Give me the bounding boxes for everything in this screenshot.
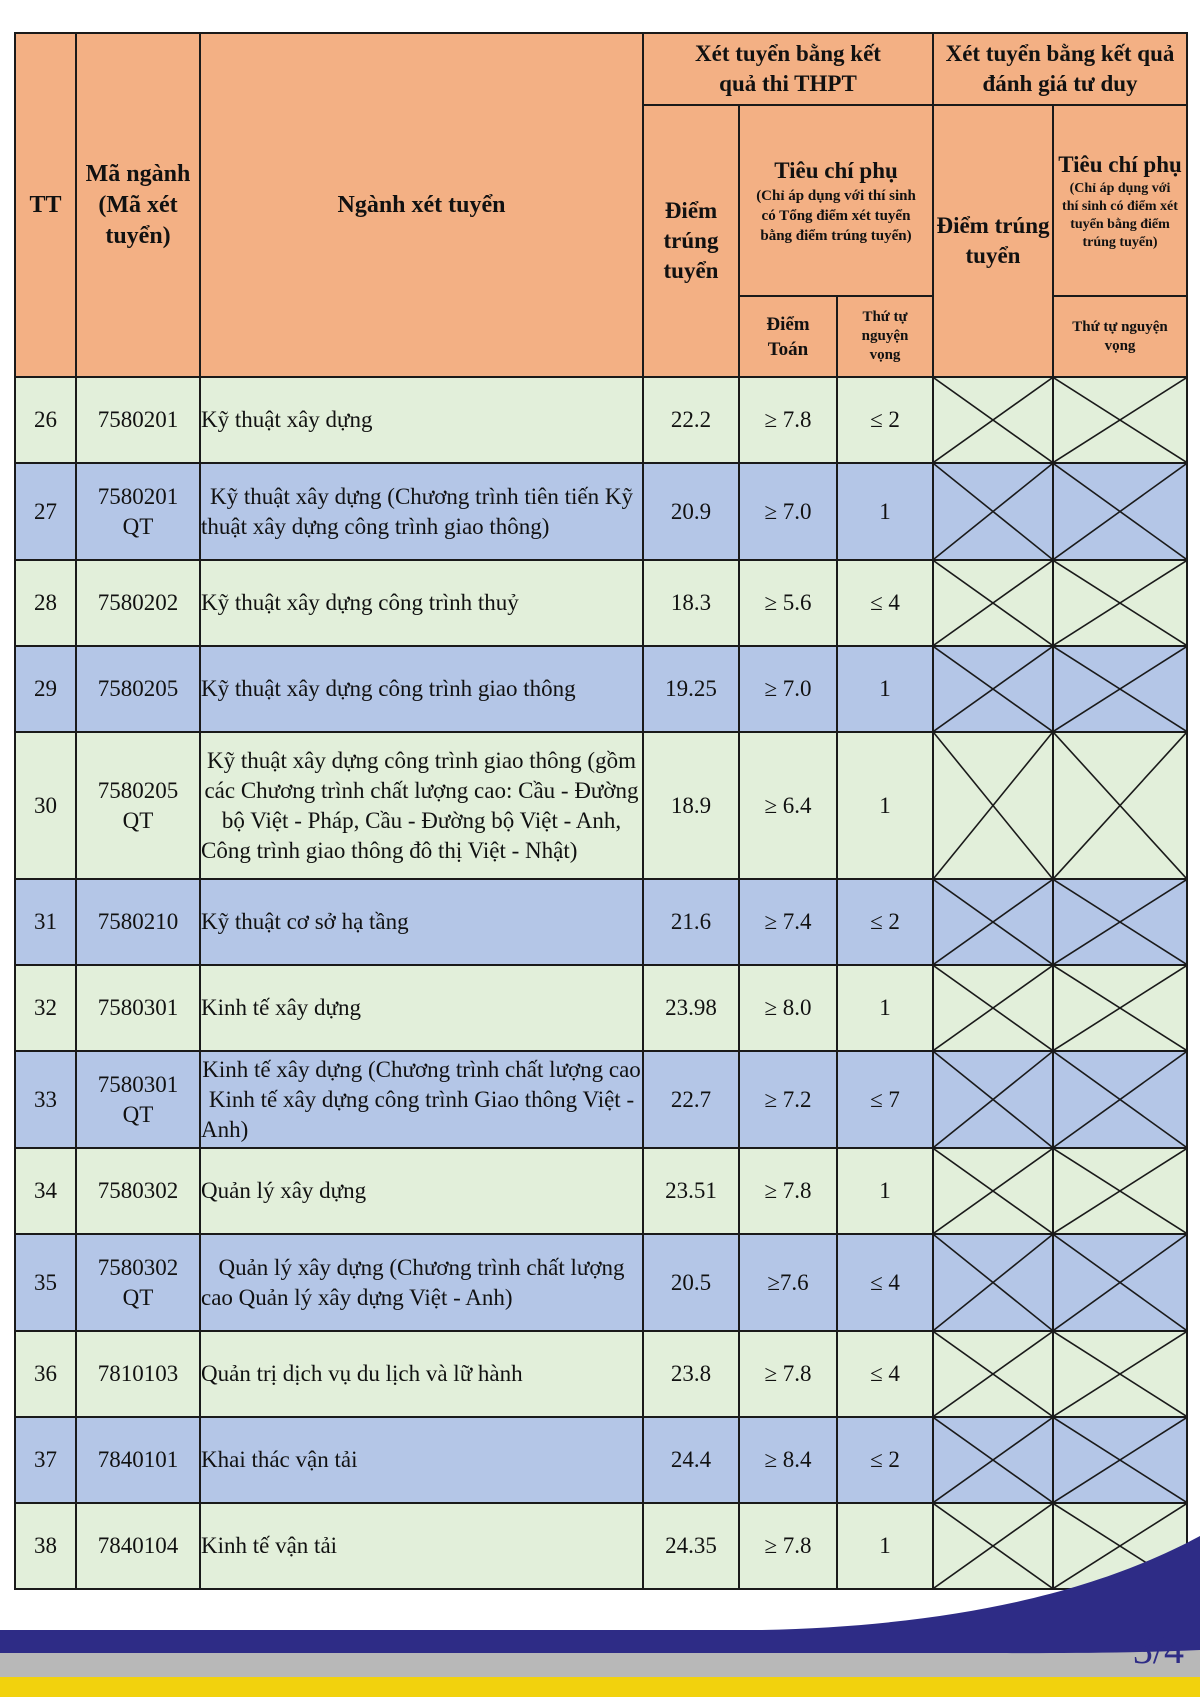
row-score-cell: 22.2 [643, 377, 739, 463]
row-math-cell: ≥ 7.8 [739, 1148, 837, 1234]
row-code-cell: 7580301 QT [76, 1051, 200, 1148]
row-tt-cell: 31 [15, 879, 76, 965]
cross-out-icon [1054, 378, 1186, 462]
row-score-cell: 23.98 [643, 965, 739, 1051]
row-thinking-score-empty-cell [933, 879, 1053, 965]
cross-out-icon [1054, 1418, 1186, 1502]
row-thinking-priority-empty-cell [1053, 646, 1187, 732]
table-row [15, 1148, 1187, 1234]
cross-out-icon [934, 880, 1052, 964]
row-major-cell: Kỹ thuật xây dựng công trình thuỷ [200, 560, 643, 646]
row-thinking-score-empty-cell [933, 560, 1053, 646]
cross-out-icon [934, 1235, 1052, 1330]
row-score-cell: 22.7 [643, 1051, 739, 1148]
row-thinking-score-empty-cell [933, 1148, 1053, 1234]
table-row [15, 965, 1187, 1051]
row-math-cell: ≥ 7.8 [739, 1331, 837, 1417]
row-thinking-priority-empty-cell [1053, 1051, 1187, 1148]
row-priority-cell: ≤ 2 [837, 879, 933, 965]
row-thinking-score-empty-cell [933, 1051, 1053, 1148]
cross-out-icon [934, 966, 1052, 1050]
criteria-note-2: (Chỉ áp dụng với thí sinh có điểm xét tuyển bằng điểm trúng tuyển) [1062, 180, 1178, 250]
row-code-cell: 7580301 [76, 965, 200, 1051]
header-thinking-group: Xét tuyển bằng kết quả đánh giá tư duy [933, 33, 1187, 105]
table-row [15, 646, 1187, 732]
row-priority-cell: 1 [837, 1503, 933, 1589]
criteria-note: (Chỉ áp dụng với thí sinh có Tổng điểm xét tuyển bằng điểm trúng tuyển) [756, 187, 916, 244]
criteria-title: Tiêu chí phụ [774, 157, 898, 183]
row-code-cell: 7810103 [76, 1331, 200, 1417]
row-math-cell: ≥ 7.8 [739, 377, 837, 463]
row-tt-cell: 35 [15, 1234, 76, 1331]
cross-out-icon [934, 1418, 1052, 1502]
table-row [15, 463, 1187, 560]
row-major-cell: Quản lý xây dựng [200, 1148, 643, 1234]
row-code-cell: 7580202 [76, 560, 200, 646]
row-thinking-score-empty-cell [933, 1234, 1053, 1331]
row-major-cell: Kỹ thuật xây dựng công trình giao thông (gồm các Chương trình chất lượng cao: Cầu - Đường bộ Việt - Pháp, Cầu - Đường bộ Việt - Anh, Công trình giao thông đô thị Việt - Nhật) [200, 732, 643, 879]
row-major-cell: Khai thác vận tải [200, 1417, 643, 1503]
row-priority-cell: ≤ 2 [837, 377, 933, 463]
footer-yellow-band [0, 1677, 1200, 1697]
row-score-cell: 24.4 [643, 1417, 739, 1503]
cross-out-icon [1054, 1149, 1186, 1233]
row-priority-cell: 1 [837, 965, 933, 1051]
criteria-title-2: Tiêu chí phụ [1058, 151, 1182, 177]
row-priority-cell: ≤ 7 [837, 1051, 933, 1148]
cross-out-icon [1054, 1235, 1186, 1330]
row-major-cell: Kinh tế vận tải [200, 1503, 643, 1589]
header-major-code: Mã ngành (Mã xét tuyển) [76, 33, 200, 377]
footer-navy-band [0, 1536, 1200, 1653]
row-score-cell: 23.8 [643, 1331, 739, 1417]
row-priority-cell: 1 [837, 732, 933, 879]
header-priority-2: Thứ tự nguyện vọng [1053, 296, 1187, 377]
row-tt-cell: 30 [15, 732, 76, 879]
header-tt: TT [15, 33, 76, 377]
cross-out-icon [934, 1332, 1052, 1416]
row-score-cell: 21.6 [643, 879, 739, 965]
row-math-cell: ≥ 8.0 [739, 965, 837, 1051]
row-score-cell: 23.51 [643, 1148, 739, 1234]
header-priority: Thứ tự nguyện vọng [837, 296, 933, 377]
row-thinking-priority-empty-cell [1053, 463, 1187, 560]
header-thinking-criteria [1053, 105, 1187, 296]
row-math-cell: ≥ 7.0 [739, 463, 837, 560]
header-thpt-score: Điểm trúng tuyển [643, 105, 739, 377]
row-tt-cell: 38 [15, 1503, 76, 1589]
row-score-cell: 18.3 [643, 560, 739, 646]
header-major-name: Ngành xét tuyển [200, 33, 643, 377]
cross-out-icon [1054, 733, 1186, 878]
row-code-cell: 7580201 [76, 377, 200, 463]
footer-wave-decoration [0, 1530, 1200, 1697]
row-score-cell: 24.35 [643, 1503, 739, 1589]
header-math-score: Điểm Toán [739, 296, 837, 377]
row-thinking-score-empty-cell [933, 1417, 1053, 1503]
row-math-cell: ≥ 6.4 [739, 732, 837, 879]
table-row [15, 879, 1187, 965]
table-row [15, 377, 1187, 463]
header-thinking-score: Điểm trúng tuyển [933, 105, 1053, 377]
row-major-cell: Kỹ thuật xây dựng [200, 377, 643, 463]
row-code-cell: 7840104 [76, 1503, 200, 1589]
cross-out-icon [934, 647, 1052, 731]
row-thinking-score-empty-cell [933, 377, 1053, 463]
row-priority-cell: ≤ 4 [837, 1234, 933, 1331]
row-thinking-score-empty-cell [933, 732, 1053, 879]
row-tt-cell: 34 [15, 1148, 76, 1234]
row-math-cell: ≥ 5.6 [739, 560, 837, 646]
row-math-cell: ≥ 7.0 [739, 646, 837, 732]
header-thpt-criteria [739, 105, 933, 296]
row-priority-cell: ≤ 2 [837, 1417, 933, 1503]
cross-out-icon [934, 561, 1052, 645]
cross-out-icon [1054, 647, 1186, 731]
row-code-cell: 7580302 QT [76, 1234, 200, 1331]
cross-out-icon [1054, 561, 1186, 645]
cross-out-icon [934, 378, 1052, 462]
row-major-cell: Kỹ thuật xây dựng công trình giao thông [200, 646, 643, 732]
header-thpt-group: Xét tuyển bằng kết quả thi THPT [643, 33, 933, 105]
row-tt-cell: 27 [15, 463, 76, 560]
row-tt-cell: 26 [15, 377, 76, 463]
row-tt-cell: 28 [15, 560, 76, 646]
row-tt-cell: 29 [15, 646, 76, 732]
row-thinking-priority-empty-cell [1053, 377, 1187, 463]
row-priority-cell: ≤ 4 [837, 560, 933, 646]
row-thinking-priority-empty-cell [1053, 965, 1187, 1051]
row-math-cell: ≥ 7.2 [739, 1051, 837, 1148]
cross-out-icon [934, 733, 1052, 878]
row-thinking-priority-empty-cell [1053, 1234, 1187, 1331]
page-number: 3/4 [1132, 1627, 1184, 1672]
row-math-cell: ≥ 8.4 [739, 1417, 837, 1503]
row-tt-cell: 37 [15, 1417, 76, 1503]
cross-out-icon [934, 1052, 1052, 1147]
row-thinking-priority-empty-cell [1053, 732, 1187, 879]
row-priority-cell: ≤ 4 [837, 1331, 933, 1417]
row-major-cell: Kinh tế xây dựng (Chương trình chất lượng cao Kinh tế xây dựng công trình Giao thông Việt - Anh) [200, 1051, 643, 1148]
row-major-cell: Quản lý xây dựng (Chương trình chất lượng cao Quản lý xây dựng Việt - Anh) [200, 1234, 643, 1331]
cross-out-icon [1054, 1052, 1186, 1147]
row-score-cell: 19.25 [643, 646, 739, 732]
cross-out-icon [934, 1149, 1052, 1233]
row-major-cell: Kinh tế xây dựng [200, 965, 643, 1051]
cross-out-icon [934, 464, 1052, 559]
row-math-cell: ≥7.6 [739, 1234, 837, 1331]
row-thinking-priority-empty-cell [1053, 1148, 1187, 1234]
row-major-cell: Quản trị dịch vụ du lịch và lữ hành [200, 1331, 643, 1417]
row-thinking-score-empty-cell [933, 965, 1053, 1051]
row-code-cell: 7580205 [76, 646, 200, 732]
table-row [15, 1051, 1187, 1148]
table-row [15, 560, 1187, 646]
table-row [15, 1417, 1187, 1503]
row-math-cell: ≥ 7.4 [739, 879, 837, 965]
row-thinking-priority-empty-cell [1053, 879, 1187, 965]
row-code-cell: 7840101 [76, 1417, 200, 1503]
row-tt-cell: 36 [15, 1331, 76, 1417]
table-header [15, 33, 1187, 377]
row-math-cell: ≥ 7.8 [739, 1503, 837, 1589]
cross-out-icon [1054, 966, 1186, 1050]
row-code-cell: 7580201 QT [76, 463, 200, 560]
row-priority-cell: 1 [837, 463, 933, 560]
cross-out-icon [1054, 464, 1186, 559]
row-major-cell: Kỹ thuật cơ sở hạ tầng [200, 879, 643, 965]
row-thinking-score-empty-cell [933, 646, 1053, 732]
row-thinking-priority-empty-cell [1053, 560, 1187, 646]
row-tt-cell: 33 [15, 1051, 76, 1148]
row-major-cell: Kỹ thuật xây dựng (Chương trình tiên tiến Kỹ thuật xây dựng công trình giao thông) [200, 463, 643, 560]
row-thinking-score-empty-cell [933, 463, 1053, 560]
row-thinking-priority-empty-cell [1053, 1331, 1187, 1417]
table-row [15, 1234, 1187, 1331]
row-code-cell: 7580302 [76, 1148, 200, 1234]
row-score-cell: 20.5 [643, 1234, 739, 1331]
row-score-cell: 18.9 [643, 732, 739, 879]
row-thinking-priority-empty-cell [1053, 1417, 1187, 1503]
row-score-cell: 20.9 [643, 463, 739, 560]
row-thinking-score-empty-cell [933, 1331, 1053, 1417]
table-row [15, 1331, 1187, 1417]
table-row [15, 732, 1187, 879]
admission-score-table [14, 32, 1188, 1590]
row-priority-cell: 1 [837, 1148, 933, 1234]
table-body [15, 377, 1187, 1589]
cross-out-icon [1054, 1332, 1186, 1416]
row-code-cell: 7580210 [76, 879, 200, 965]
row-priority-cell: 1 [837, 646, 933, 732]
row-tt-cell: 32 [15, 965, 76, 1051]
row-code-cell: 7580205 QT [76, 732, 200, 879]
cross-out-icon [1054, 880, 1186, 964]
